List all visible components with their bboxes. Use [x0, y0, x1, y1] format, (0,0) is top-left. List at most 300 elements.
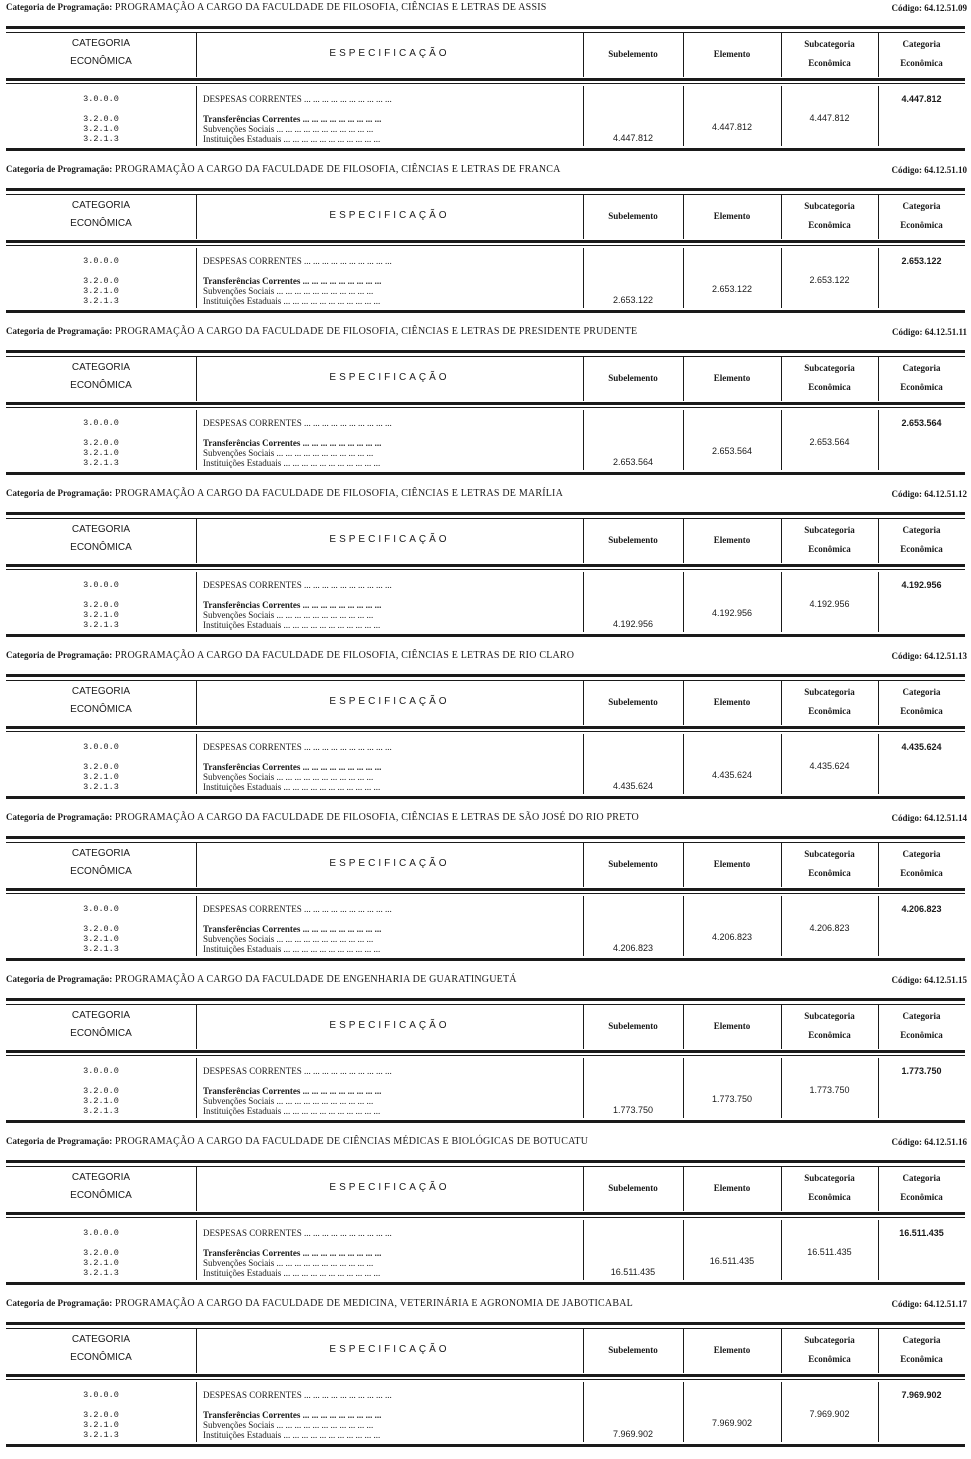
- col-divider: [683, 1382, 684, 1442]
- header-categoria-col: Categoria: [902, 1173, 941, 1183]
- value-elemento: 1.773.750: [711, 1094, 753, 1104]
- code-0: 3.0.0.0: [83, 94, 119, 104]
- header-elemento: Elemento: [713, 535, 751, 545]
- value-categoria: 1.773.750: [901, 1066, 942, 1076]
- header-bottom-rule: [6, 1050, 965, 1053]
- value-categoria: 4.435.624: [901, 742, 942, 752]
- header-bottom-rule-thin: [6, 569, 965, 570]
- header-subcategoria: Subcategoria: [804, 1335, 855, 1345]
- code-2: 3.2.1.0: [83, 934, 119, 944]
- header-categoria-col: Categoria: [902, 363, 941, 373]
- col-divider: [196, 1382, 197, 1442]
- code-value: 64.12.51.12: [924, 489, 967, 499]
- section-code: [891, 813, 967, 823]
- value-subelemento: 1.773.750: [612, 1105, 654, 1115]
- header-categoria-economica: Econômica: [900, 1192, 943, 1202]
- header-categoria-economica: Econômica: [900, 58, 943, 68]
- code-value: 64.12.51.15: [924, 975, 967, 985]
- col-divider: [683, 734, 684, 794]
- header-categoria-col: Categoria: [902, 39, 941, 49]
- category-label: Categoria de Programação:: [6, 974, 113, 984]
- spec-line-despesas: DESPESAS CORRENTES ... ... ... ... ... ... ... ... ... ...: [203, 1228, 392, 1238]
- section-bottom-rule: [6, 1120, 965, 1123]
- code-label: Código:: [891, 327, 923, 337]
- code-3: 3.2.1.3: [83, 134, 119, 144]
- code-1: 3.2.0.0: [83, 600, 119, 610]
- code-2: 3.2.1.0: [83, 1258, 119, 1268]
- section-title: PROGRAMAÇÃO A CARGO DA FACULDADE DE MEDICINA, VETERINÁRIA E AGRONOMIA DE JABOTICABAL: [114, 1298, 633, 1309]
- code-1: 3.2.0.0: [83, 762, 119, 772]
- section-code: [891, 489, 967, 499]
- header-especificacao: ESPECIFICAÇÃO: [329, 534, 450, 545]
- category-label: Categoria de Programação:: [6, 488, 113, 498]
- section-title-row: [6, 488, 965, 508]
- top-rule: [6, 188, 965, 191]
- spec-line-subvencoes: Subvenções Sociais ... ... ... ... ... ... ... ... ... ... ...: [203, 448, 374, 458]
- top-rule: [6, 1160, 965, 1163]
- header-elemento: Elemento: [713, 697, 751, 707]
- code-1: 3.2.0.0: [83, 276, 119, 286]
- header-categoria-economica: Econômica: [900, 382, 943, 392]
- header-subcategoria: Subcategoria: [804, 39, 855, 49]
- spec-line-instituicoes: Instituições Estaduais ... ... ... ... ... ... ... ... ... ... ...: [203, 782, 381, 792]
- top-rule-thin: [6, 842, 965, 843]
- value-categoria: 4.447.812: [901, 94, 942, 104]
- spec-line-instituicoes: Instituições Estaduais ... ... ... ... ... ... ... ... ... ... ...: [203, 296, 381, 306]
- top-rule-thin: [6, 680, 965, 681]
- header-subelemento: Subelemento: [608, 1345, 658, 1355]
- value-elemento: 2.653.122: [711, 284, 753, 294]
- code-3: 3.2.1.3: [83, 458, 119, 468]
- header-categoria-economica: Econômica: [900, 706, 943, 716]
- header-bottom-rule-thin: [6, 83, 965, 84]
- header-bottom-rule: [6, 726, 965, 729]
- col-divider: [683, 410, 684, 470]
- header-elemento: Elemento: [713, 373, 751, 383]
- spec-line-instituicoes: Instituições Estaduais ... ... ... ... ... ... ... ... ... ... ...: [203, 134, 381, 144]
- spec-line-instituicoes: Instituições Estaduais ... ... ... ... ... ... ... ... ... ... ...: [203, 1268, 381, 1278]
- value-subcategoria: 2.653.122: [809, 275, 850, 285]
- header-elemento: Elemento: [713, 49, 751, 59]
- spec-line-subvencoes: Subvenções Sociais ... ... ... ... ... ... ... ... ... ... ...: [203, 1096, 374, 1106]
- section-title-row: [6, 1136, 965, 1156]
- header-elemento: Elemento: [713, 1345, 751, 1355]
- header-subelemento: Subelemento: [608, 1021, 658, 1031]
- code-2: 3.2.1.0: [83, 448, 119, 458]
- code-value: 64.12.51.11: [924, 327, 967, 337]
- header-economica: ECONÔMICA: [70, 1028, 132, 1039]
- header-subcategoria-economica: Econômica: [808, 544, 851, 554]
- header-bottom-rule: [6, 240, 965, 243]
- section-title-row: [6, 650, 965, 670]
- section-code: [891, 3, 967, 13]
- code-1: 3.2.0.0: [83, 1248, 119, 1258]
- header-bottom-rule: [6, 402, 965, 405]
- spec-line-instituicoes: Instituições Estaduais ... ... ... ... ... ... ... ... ... ... ...: [203, 620, 381, 630]
- col-divider: [683, 1058, 684, 1118]
- header-economica: ECONÔMICA: [70, 380, 132, 391]
- value-elemento: 4.192.956: [711, 608, 753, 618]
- value-subelemento: 16.511.435: [610, 1267, 656, 1277]
- spec-line-despesas: DESPESAS CORRENTES ... ... ... ... ... ... ... ... ... ...: [203, 580, 392, 590]
- top-rule-thin: [6, 32, 965, 33]
- category-label: Categoria de Programação:: [6, 164, 113, 174]
- programming-section: [0, 162, 971, 324]
- top-rule-thin: [6, 1004, 965, 1005]
- header-especificacao: ESPECIFICAÇÃO: [329, 1344, 450, 1355]
- value-subelemento: 7.969.902: [612, 1429, 654, 1439]
- top-rule: [6, 836, 965, 839]
- header-bottom-rule: [6, 1374, 965, 1377]
- header-economica: ECONÔMICA: [70, 218, 132, 229]
- spec-line-instituicoes: Instituições Estaduais ... ... ... ... ... ... ... ... ... ... ...: [203, 458, 381, 468]
- header-categoria-economica: Econômica: [900, 1354, 943, 1364]
- header-bottom-rule-thin: [6, 407, 965, 408]
- header-bottom-rule: [6, 888, 965, 891]
- code-2: 3.2.1.0: [83, 610, 119, 620]
- section-code: [891, 165, 967, 175]
- code-0: 3.0.0.0: [83, 418, 119, 428]
- spec-line-transferencias: Transferências Correntes ... ... ... ... ... ... ... ... ...: [203, 114, 382, 124]
- header-elemento: Elemento: [713, 1183, 751, 1193]
- header-subelemento: Subelemento: [608, 373, 658, 383]
- programming-section: [0, 972, 971, 1134]
- value-subcategoria: 2.653.564: [809, 437, 850, 447]
- header-subcategoria: Subcategoria: [804, 687, 855, 697]
- header-elemento: Elemento: [713, 1021, 751, 1031]
- top-rule: [6, 1322, 965, 1325]
- value-subcategoria: 4.192.956: [809, 599, 850, 609]
- value-subcategoria: 16.511.435: [807, 1247, 852, 1257]
- top-rule: [6, 998, 965, 1001]
- header-categoria: CATEGORIA: [71, 686, 131, 697]
- code-value: 64.12.51.09: [924, 3, 967, 13]
- section-title-row: [6, 1298, 965, 1318]
- spec-line-transferencias: Transferências Correntes ... ... ... ... ... ... ... ... ...: [203, 600, 382, 610]
- spec-line-subvencoes: Subvenções Sociais ... ... ... ... ... ... ... ... ... ... ...: [203, 124, 374, 134]
- code-2: 3.2.1.0: [83, 1420, 119, 1430]
- code-label: Código:: [891, 975, 922, 985]
- header-especificacao: ESPECIFICAÇÃO: [329, 210, 450, 221]
- header-subcategoria: Subcategoria: [804, 201, 855, 211]
- code-2: 3.2.1.0: [83, 124, 119, 134]
- spec-line-instituicoes: Instituições Estaduais ... ... ... ... ... ... ... ... ... ... ...: [203, 1106, 381, 1116]
- section-code: [891, 651, 967, 661]
- value-elemento: 4.435.624: [711, 770, 753, 780]
- code-0: 3.0.0.0: [83, 256, 119, 266]
- code-label: Código:: [891, 651, 922, 661]
- spec-line-subvencoes: Subvenções Sociais ... ... ... ... ... ... ... ... ... ... ...: [203, 1258, 374, 1268]
- header-subelemento: Subelemento: [608, 859, 658, 869]
- spec-line-transferencias: Transferências Correntes ... ... ... ... ... ... ... ... ...: [203, 276, 382, 286]
- col-divider: [196, 86, 197, 146]
- header-bottom-rule-thin: [6, 1217, 965, 1218]
- section-title: PROGRAMAÇÃO A CARGO DA FACULDADE DE FILOSOFIA, CIÊNCIAS E LETRAS DE RIO CLARO: [114, 650, 575, 661]
- section-title: PROGRAMAÇÃO A CARGO DA FACULDADE DE FILOSOFIA, CIÊNCIAS E LETRAS DE PRESIDENTE PRUDENTE: [114, 326, 638, 337]
- header-categoria: CATEGORIA: [71, 524, 131, 535]
- header-bottom-rule: [6, 564, 965, 567]
- spec-line-subvencoes: Subvenções Sociais ... ... ... ... ... ... ... ... ... ... ...: [203, 610, 374, 620]
- col-divider: [683, 896, 684, 956]
- spec-line-subvencoes: Subvenções Sociais ... ... ... ... ... ... ... ... ... ... ...: [203, 286, 374, 296]
- header-categoria: CATEGORIA: [71, 848, 131, 859]
- category-label: Categoria de Programação:: [6, 1298, 113, 1308]
- header-especificacao: ESPECIFICAÇÃO: [329, 858, 450, 869]
- header-subelemento: Subelemento: [608, 697, 658, 707]
- spec-line-subvencoes: Subvenções Sociais ... ... ... ... ... ... ... ... ... ... ...: [203, 1420, 374, 1430]
- col-divider: [196, 896, 197, 956]
- spec-line-despesas: DESPESAS CORRENTES ... ... ... ... ... ... ... ... ... ...: [203, 418, 392, 428]
- value-subcategoria: 7.969.902: [809, 1409, 850, 1419]
- category-label: Categoria de Programação:: [6, 1136, 113, 1146]
- programming-section: [0, 648, 971, 810]
- top-rule-thin: [6, 194, 965, 195]
- spec-line-instituicoes: Instituições Estaduais ... ... ... ... ... ... ... ... ... ... ...: [203, 1430, 381, 1440]
- code-0: 3.0.0.0: [83, 1228, 119, 1238]
- header-subcategoria: Subcategoria: [804, 849, 855, 859]
- section-title-row: [6, 812, 965, 832]
- section-bottom-rule: [6, 472, 965, 475]
- code-label: Código:: [891, 1137, 922, 1147]
- code-3: 3.2.1.3: [83, 782, 119, 792]
- spec-line-despesas: DESPESAS CORRENTES ... ... ... ... ... ... ... ... ... ...: [203, 1390, 392, 1400]
- value-subelemento: 4.447.812: [612, 133, 654, 143]
- header-categoria-col: Categoria: [902, 525, 941, 535]
- header-economica: ECONÔMICA: [70, 866, 132, 877]
- code-value: 64.12.51.13: [924, 651, 967, 661]
- section-title: PROGRAMAÇÃO A CARGO DA FACULDADE DE FILOSOFIA, CIÊNCIAS E LETRAS DE MARÍLIA: [114, 488, 563, 499]
- spec-line-subvencoes: Subvenções Sociais ... ... ... ... ... ... ... ... ... ... ...: [203, 934, 374, 944]
- programming-section: [0, 1296, 971, 1458]
- category-label: Categoria de Programação:: [6, 2, 113, 12]
- spec-line-transferencias: Transferências Correntes ... ... ... ... ... ... ... ... ...: [203, 1248, 382, 1258]
- header-elemento: Elemento: [713, 211, 751, 221]
- section-title-row: [6, 164, 965, 184]
- col-divider: [196, 248, 197, 308]
- code-1: 3.2.0.0: [83, 438, 119, 448]
- value-subcategoria: 1.773.750: [809, 1085, 850, 1095]
- header-especificacao: ESPECIFICAÇÃO: [329, 696, 450, 707]
- code-value: 64.12.51.14: [924, 813, 967, 823]
- code-2: 3.2.1.0: [83, 772, 119, 782]
- value-categoria: 4.192.956: [901, 580, 942, 590]
- spec-line-despesas: DESPESAS CORRENTES ... ... ... ... ... ... ... ... ... ...: [203, 94, 392, 104]
- value-elemento: 2.653.564: [711, 446, 753, 456]
- header-categoria: CATEGORIA: [71, 1010, 131, 1021]
- col-divider: [683, 248, 684, 308]
- section-title: PROGRAMAÇÃO A CARGO DA FACULDADE DE FILOSOFIA, CIÊNCIAS E LETRAS DE FRANCA: [114, 164, 561, 175]
- spec-line-transferencias: Transferências Correntes ... ... ... ... ... ... ... ... ...: [203, 1086, 382, 1096]
- spec-line-instituicoes: Instituições Estaduais ... ... ... ... ... ... ... ... ... ... ...: [203, 944, 381, 954]
- col-divider: [683, 572, 684, 632]
- section-title: PROGRAMAÇÃO A CARGO DA FACULDADE DE FILOSOFIA, CIÊNCIAS E LETRAS DE SÃO JOSÉ DO RIO PRETO: [114, 812, 639, 823]
- code-1: 3.2.0.0: [83, 1410, 119, 1420]
- header-economica: ECONÔMICA: [70, 1352, 132, 1363]
- code-3: 3.2.1.3: [83, 1268, 119, 1278]
- header-elemento: Elemento: [713, 859, 751, 869]
- code-3: 3.2.1.3: [83, 620, 119, 630]
- header-economica: ECONÔMICA: [70, 1190, 132, 1201]
- header-categoria: CATEGORIA: [71, 200, 131, 211]
- value-categoria: 2.653.122: [901, 256, 942, 266]
- top-rule: [6, 26, 965, 29]
- col-divider: [196, 734, 197, 794]
- spec-line-transferencias: Transferências Correntes ... ... ... ... ... ... ... ... ...: [203, 1410, 382, 1420]
- code-3: 3.2.1.3: [83, 296, 119, 306]
- header-economica: ECONÔMICA: [70, 704, 132, 715]
- value-elemento: 4.206.823: [711, 932, 753, 942]
- header-categoria-col: Categoria: [902, 1011, 941, 1021]
- section-title: PROGRAMAÇÃO A CARGO DA FACULDADE DE ENGENHARIA DE GUARATINGUETÁ: [114, 974, 517, 985]
- top-rule-thin: [6, 1166, 965, 1167]
- col-divider: [683, 86, 684, 146]
- header-especificacao: ESPECIFICAÇÃO: [329, 1020, 450, 1031]
- header-bottom-rule-thin: [6, 731, 965, 732]
- section-bottom-rule: [6, 1282, 965, 1285]
- value-elemento: 7.969.902: [711, 1418, 753, 1428]
- header-categoria-economica: Econômica: [900, 868, 943, 878]
- code-label: Código:: [891, 813, 922, 823]
- code-2: 3.2.1.0: [83, 286, 119, 296]
- col-divider: [196, 572, 197, 632]
- code-value: 64.12.51.10: [924, 165, 967, 175]
- header-subcategoria-economica: Econômica: [808, 1030, 851, 1040]
- header-subcategoria: Subcategoria: [804, 525, 855, 535]
- code-2: 3.2.1.0: [83, 1096, 119, 1106]
- section-title: PROGRAMAÇÃO A CARGO DA FACULDADE DE CIÊNCIAS MÉDICAS E BIOLÓGICAS DE BOTUCATU: [114, 1136, 589, 1147]
- header-bottom-rule-thin: [6, 1379, 965, 1380]
- spec-line-despesas: DESPESAS CORRENTES ... ... ... ... ... ... ... ... ... ...: [203, 742, 392, 752]
- header-categoria: CATEGORIA: [71, 362, 131, 373]
- value-categoria: 7.969.902: [901, 1390, 942, 1400]
- value-subelemento: 4.206.823: [612, 943, 654, 953]
- value-subcategoria: 4.435.624: [809, 761, 850, 771]
- header-bottom-rule-thin: [6, 1055, 965, 1056]
- spec-line-transferencias: Transferências Correntes ... ... ... ... ... ... ... ... ...: [203, 924, 382, 934]
- header-categoria-economica: Econômica: [900, 544, 943, 554]
- top-rule: [6, 512, 965, 515]
- header-subcategoria-economica: Econômica: [808, 706, 851, 716]
- code-0: 3.0.0.0: [83, 580, 119, 590]
- spec-line-despesas: DESPESAS CORRENTES ... ... ... ... ... ... ... ... ... ...: [203, 256, 392, 266]
- header-economica: ECONÔMICA: [70, 56, 132, 67]
- header-categoria-economica: Econômica: [900, 220, 943, 230]
- col-divider: [196, 1220, 197, 1280]
- value-subelemento: 4.192.956: [612, 619, 654, 629]
- code-3: 3.2.1.3: [83, 1430, 119, 1440]
- header-categoria: CATEGORIA: [71, 38, 131, 49]
- header-subcategoria-economica: Econômica: [808, 1354, 851, 1364]
- code-1: 3.2.0.0: [83, 924, 119, 934]
- programming-section: [0, 486, 971, 648]
- code-1: 3.2.0.0: [83, 114, 119, 124]
- value-subelemento: 2.653.564: [612, 457, 654, 467]
- code-label: Código:: [891, 165, 922, 175]
- code-label: Código:: [891, 489, 922, 499]
- header-subcategoria-economica: Econômica: [808, 1192, 851, 1202]
- header-subcategoria-economica: Econômica: [808, 58, 851, 68]
- code-label: Código:: [891, 1299, 922, 1309]
- spec-line-subvencoes: Subvenções Sociais ... ... ... ... ... ... ... ... ... ... ...: [203, 772, 374, 782]
- value-subelemento: 4.435.624: [612, 781, 654, 791]
- section-title: PROGRAMAÇÃO A CARGO DA FACULDADE DE FILOSOFIA, CIÊNCIAS E LETRAS DE ASSIS: [114, 2, 547, 13]
- top-rule: [6, 350, 965, 353]
- programming-section: [0, 1134, 971, 1296]
- programming-section: [0, 324, 971, 486]
- col-divider: [196, 410, 197, 470]
- section-bottom-rule: [6, 796, 965, 799]
- spec-line-transferencias: Transferências Correntes ... ... ... ... ... ... ... ... ...: [203, 438, 382, 448]
- header-subelemento: Subelemento: [608, 1183, 658, 1193]
- top-rule-thin: [6, 1328, 965, 1329]
- section-title-row: [6, 326, 965, 346]
- value-categoria: 2.653.564: [901, 418, 942, 428]
- section-title-row: [6, 974, 965, 994]
- header-categoria: CATEGORIA: [71, 1172, 131, 1183]
- header-especificacao: ESPECIFICAÇÃO: [329, 48, 450, 59]
- header-bottom-rule: [6, 1212, 965, 1215]
- code-0: 3.0.0.0: [83, 1066, 119, 1076]
- header-categoria-col: Categoria: [902, 687, 941, 697]
- header-especificacao: ESPECIFICAÇÃO: [329, 1182, 450, 1193]
- header-subcategoria: Subcategoria: [804, 1173, 855, 1183]
- col-divider: [196, 1058, 197, 1118]
- header-bottom-rule: [6, 78, 965, 81]
- header-subcategoria: Subcategoria: [804, 363, 855, 373]
- code-0: 3.0.0.0: [83, 904, 119, 914]
- value-subcategoria: 4.206.823: [809, 923, 850, 933]
- programming-section: [0, 810, 971, 972]
- header-subelemento: Subelemento: [608, 49, 658, 59]
- spec-line-despesas: DESPESAS CORRENTES ... ... ... ... ... ... ... ... ... ...: [203, 904, 392, 914]
- header-categoria-col: Categoria: [902, 201, 941, 211]
- category-label: Categoria de Programação:: [6, 650, 113, 660]
- header-categoria-col: Categoria: [902, 849, 941, 859]
- category-label: Categoria de Programação:: [6, 326, 113, 336]
- section-title-row: [6, 2, 965, 22]
- section-code: [891, 1137, 967, 1147]
- value-subelemento: 2.653.122: [612, 295, 654, 305]
- code-value: 64.12.51.16: [924, 1137, 967, 1147]
- spec-line-despesas: DESPESAS CORRENTES ... ... ... ... ... ... ... ... ... ...: [203, 1066, 392, 1076]
- header-subelemento: Subelemento: [608, 211, 658, 221]
- header-categoria-col: Categoria: [902, 1335, 941, 1345]
- category-label: Categoria de Programação:: [6, 812, 113, 822]
- header-categoria-economica: Econômica: [900, 1030, 943, 1040]
- code-3: 3.2.1.3: [83, 944, 119, 954]
- section-bottom-rule: [6, 1444, 965, 1447]
- header-bottom-rule-thin: [6, 245, 965, 246]
- header-bottom-rule-thin: [6, 893, 965, 894]
- header-subcategoria: Subcategoria: [804, 1011, 855, 1021]
- spec-line-transferencias: Transferências Correntes ... ... ... ... ... ... ... ... ...: [203, 762, 382, 772]
- value-categoria: 4.206.823: [901, 904, 942, 914]
- section-code: [891, 1299, 967, 1309]
- top-rule-thin: [6, 518, 965, 519]
- section-code: [891, 975, 967, 985]
- header-subcategoria-economica: Econômica: [808, 868, 851, 878]
- top-rule-thin: [6, 356, 965, 357]
- value-categoria: 16.511.435: [899, 1228, 944, 1238]
- section-bottom-rule: [6, 958, 965, 961]
- section-bottom-rule: [6, 634, 965, 637]
- header-subcategoria-economica: Econômica: [808, 220, 851, 230]
- section-bottom-rule: [6, 310, 965, 313]
- code-3: 3.2.1.3: [83, 1106, 119, 1116]
- code-0: 3.0.0.0: [83, 742, 119, 752]
- code-1: 3.2.0.0: [83, 1086, 119, 1096]
- code-label: Código:: [891, 3, 922, 13]
